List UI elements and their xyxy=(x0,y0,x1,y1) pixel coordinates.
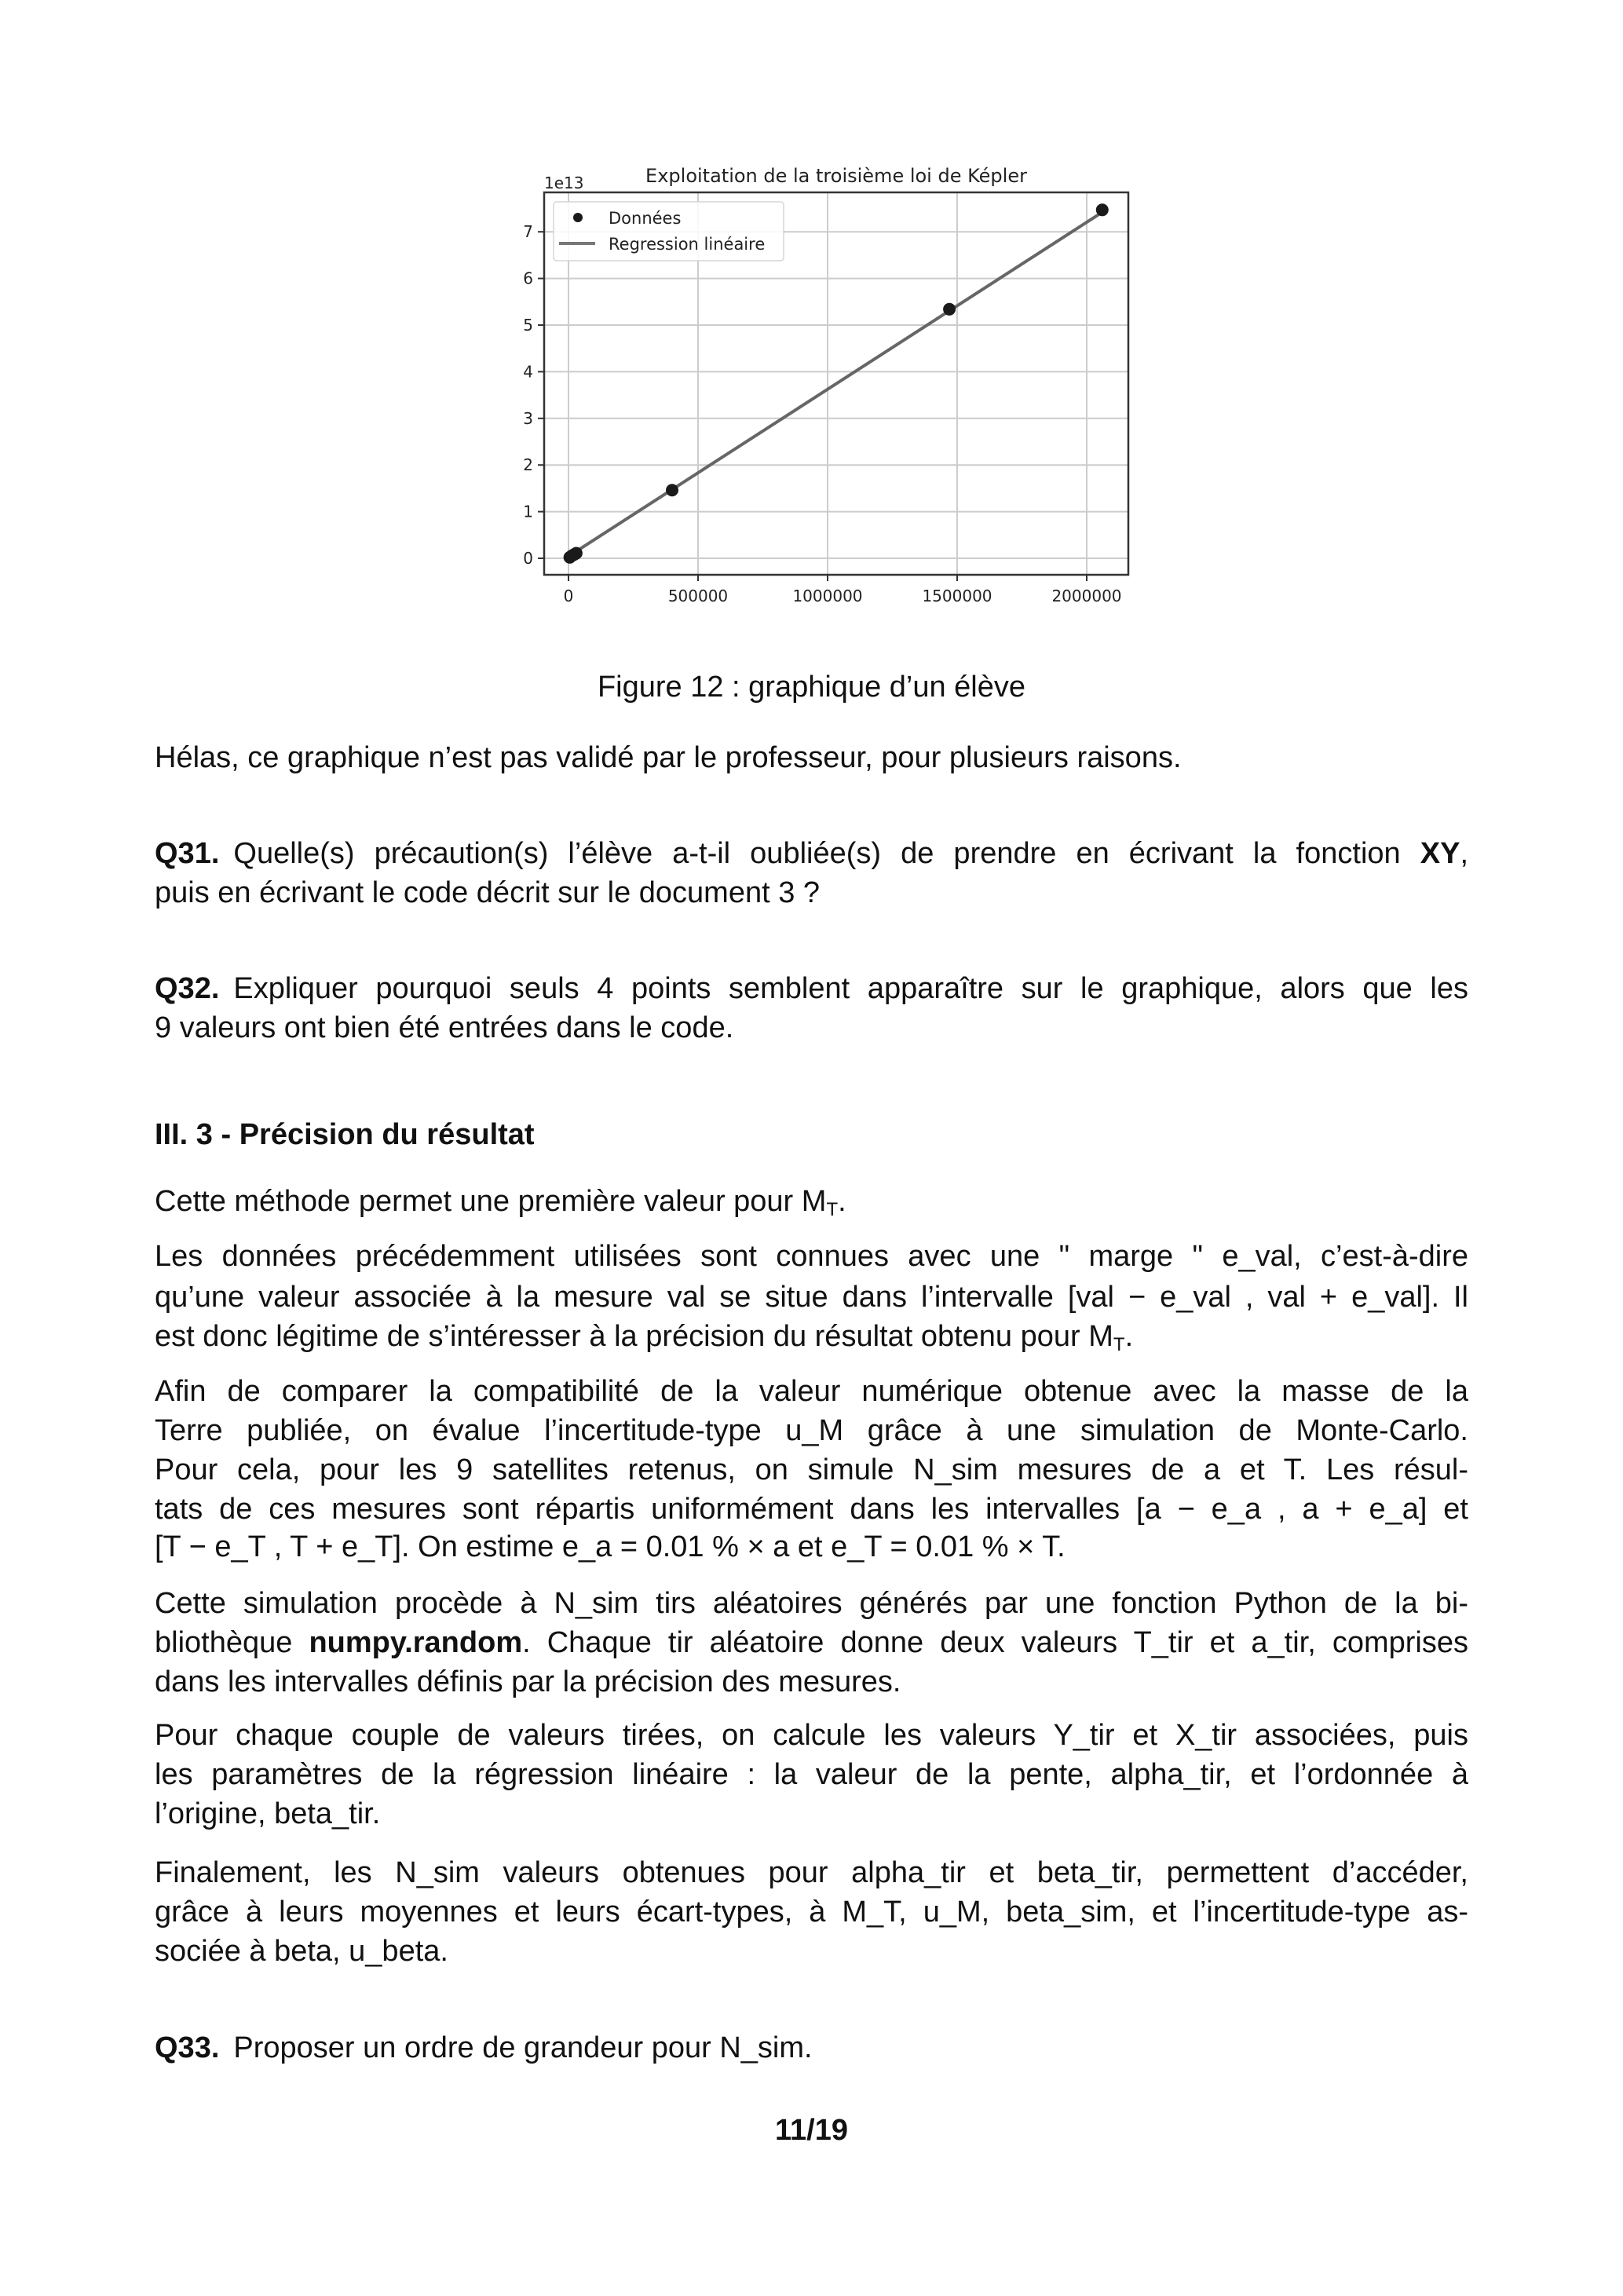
svg-text:0: 0 xyxy=(523,549,533,568)
paragraph-5-line2: les paramètres de la régression linéaire : la valeur de la pente, alpha_tir, et l’ordonnée à xyxy=(155,1758,1468,1791)
paragraph-6-line2: grâce à leurs moyennes et leurs écart-types, à M_T, u_M, beta_sim, et l’incertitude-type as- xyxy=(155,1896,1468,1929)
numpy-random-library: numpy.random xyxy=(309,1626,523,1659)
q32-label: Q32. xyxy=(155,972,220,1005)
paragraph-3-line4: tats de ces mesures sont répartis uniformément dans les intervalles [a − e_a , a + e_a] et xyxy=(155,1493,1468,1526)
paragraph-2-line1: Les données précédemment utilisées sont connues avec une " marge " e_val, c’est-à-dire xyxy=(155,1240,1468,1273)
legend-dot-icon xyxy=(573,213,583,222)
q32-line2: 9 valeurs ont bien été entrées dans le code. xyxy=(155,1011,734,1044)
svg-text:4: 4 xyxy=(523,362,533,382)
svg-text:3: 3 xyxy=(523,408,533,428)
paragraph-2-line3: est donc légitime de s’intéresser à la précision du résultat obtenu pour $M_T$. xyxy=(155,1320,1134,1355)
svg-text:1000000: 1000000 xyxy=(792,587,863,605)
paragraph-4-line2: bliothèque numpy.random. Chaque tir aléatoire donne deux valeurs T_tir et a_tir, comprises xyxy=(155,1626,1468,1659)
paragraph-3-line2: Terre publiée, on évalue l’incertitude-type u_M grâce à une simulation de Monte-Carlo. xyxy=(155,1414,1468,1447)
q33: Q33. Proposer un ordre de grandeur pour N_sim. xyxy=(155,2031,813,2064)
legend-label-regression: Regression linéaire xyxy=(609,235,766,254)
figure-caption: Figure 12 : graphique d’un élève xyxy=(597,671,1026,704)
q33-label: Q33. xyxy=(155,2031,220,2064)
svg-text:500000: 500000 xyxy=(667,587,729,605)
q31-line1: Q31. Quelle(s) précaution(s) l’élève a-t-il oubliée(s) de prendre en écrivant la fonction XY, xyxy=(155,837,1468,870)
section-heading: III. 3 - Précision du résultat xyxy=(155,1118,535,1151)
kepler-chart xyxy=(0,0,1623,628)
paragraph-5-line3: l’origine, beta_tir. xyxy=(155,1797,381,1830)
paragraph-3-line3: Pour cela, pour les 9 satellites retenus, on simule N_sim mesures de a et T. Les résul- xyxy=(155,1453,1468,1486)
y-offset-label: 1e13 xyxy=(544,174,584,192)
regression-line xyxy=(570,212,1102,555)
paragraph-3-line5: [T − e_T , T + e_T]. On estime e_a = 0.01 % × a et e_T = 0.01 % × T. xyxy=(155,1530,1066,1563)
paragraph-4-line1: Cette simulation procède à N_sim tirs aléatoires générés par une fonction Python de la bi- xyxy=(155,1587,1468,1620)
q31-label: Q31. xyxy=(155,837,220,870)
legend-label-data: Données xyxy=(609,209,682,228)
paragraph-4-line3: dans les intervalles définis par la précision des mesures. xyxy=(155,1665,901,1698)
svg-text:7: 7 xyxy=(523,222,533,242)
paragraph-6-line1: Finalement, les N_sim valeurs obtenues pour alpha_tir et beta_tir, permettent d’accéder, xyxy=(155,1856,1468,1889)
svg-text:0: 0 xyxy=(563,587,574,605)
q31-line2: puis en écrivant le code décrit sur le document 3 ? xyxy=(155,876,821,909)
svg-text:5: 5 xyxy=(523,316,533,335)
svg-text:2000000: 2000000 xyxy=(1051,587,1122,605)
legend xyxy=(554,202,784,261)
paragraph-1: Cette méthode permet une première valeur pour $M_T$. xyxy=(155,1185,846,1220)
svg-text:1: 1 xyxy=(523,502,533,521)
paragraph-2-line2: qu’une valeur associée à la mesure val se situe dans l’intervalle [val − e_val , val + e_val]. Il xyxy=(155,1281,1468,1314)
paragraph-3-line1: Afin de comparer la compatibilité de la valeur numérique obtenue avec la masse de la xyxy=(155,1375,1468,1408)
q32-line1: Q32. Expliquer pourquoi seuls 4 points semblent apparaître sur le graphique, alors que les xyxy=(155,972,1468,1005)
page-number: 11/19 xyxy=(775,2114,848,2147)
paragraph-5-line1: Pour chaque couple de valeurs tirées, on calcule les valeurs Y_tir et X_tir associées, puis xyxy=(155,1719,1468,1752)
intro-paragraph: Hélas, ce graphique n’est pas validé par le professeur, pour plusieurs raisons. xyxy=(155,741,1182,774)
svg-text:2: 2 xyxy=(523,455,533,475)
svg-text:6: 6 xyxy=(523,269,533,288)
svg-text:1500000: 1500000 xyxy=(922,587,992,605)
xy-function-name: XY xyxy=(1420,837,1460,870)
axis-ticks xyxy=(523,222,1121,605)
paragraph-6-line3: sociée à beta, u_beta. xyxy=(155,1935,448,1968)
chart-title: Exploitation de la troisième loi de Képler xyxy=(645,165,1027,187)
